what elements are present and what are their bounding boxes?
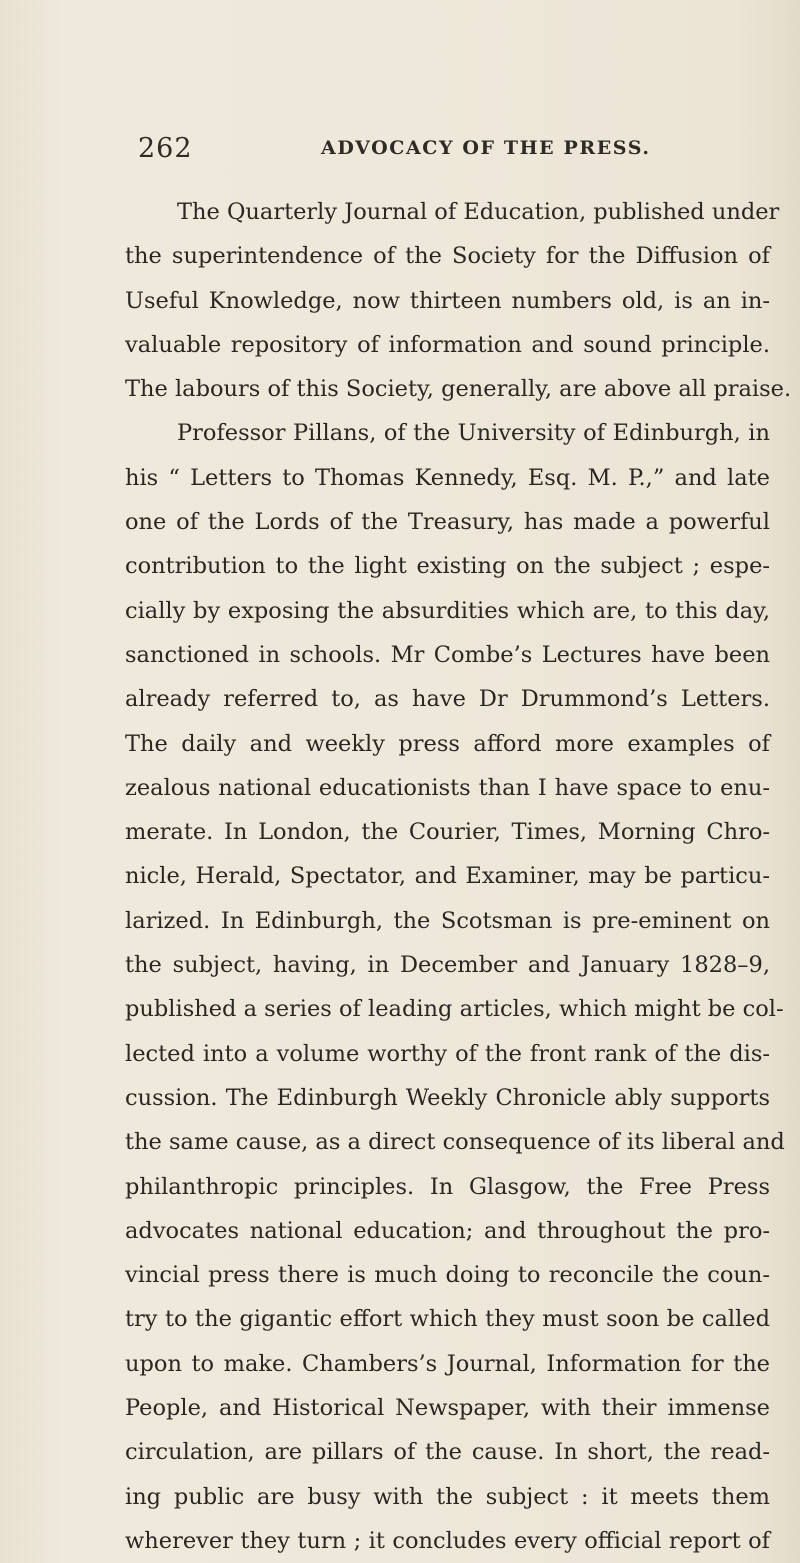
text-line: the superintendence of the Society for the Diffusion of xyxy=(125,243,770,270)
text-line: zealous national educationists than I have space to enu- xyxy=(125,774,770,801)
text-line: the same cause, as a direct consequence of its liberal and xyxy=(125,1129,785,1156)
text-line: nicle, Herald, Spectator, and Examiner, may be particu- xyxy=(125,863,770,890)
text-line: sanctioned in schools. Mr Combe’s Lectures have been xyxy=(125,641,770,668)
text-line: merate. In London, the Courier, Times, Morning Chro- xyxy=(125,819,770,846)
text-line: his “ Letters to Thomas Kennedy, Esq. M. P.,” and late xyxy=(125,464,770,491)
text-line: Useful Knowledge, now thirteen numbers old, is an in- xyxy=(125,287,770,314)
body-text xyxy=(125,190,792,1563)
text-line: The Quarterly Journal of Education, published under xyxy=(177,199,780,225)
text-line: already referred to, as have Dr Drummond’s Letters. xyxy=(125,686,770,713)
text-line: lected into a volume worthy of the front rank of the dis- xyxy=(125,1040,770,1067)
text-line: cussion. The Edinburgh Weekly Chronicle ably supports xyxy=(125,1084,770,1111)
text-line: ing public are busy with the subject : it meets them xyxy=(125,1483,770,1510)
text-line: circulation, are pillars of the cause. In short, the read- xyxy=(125,1439,770,1466)
text-line: advocates national education; and throughout the pro- xyxy=(125,1217,770,1244)
text-line: The daily and weekly press afford more examples of xyxy=(125,730,770,757)
text-line: larized. In Edinburgh, the Scotsman is pre-eminent on xyxy=(125,907,770,934)
page-header xyxy=(138,133,778,173)
text-line: wherever they turn ; it concludes every official report of xyxy=(125,1527,770,1554)
text-line: the subject, having, in December and January 1828–9, xyxy=(125,952,770,979)
text-line: philanthropic principles. In Glasgow, the Free Press xyxy=(125,1173,770,1200)
text-line: one of the Lords of the Treasury, has made a powerful xyxy=(125,509,770,536)
text-line: Professor Pillans, of the University of Edinburgh, in xyxy=(177,420,770,447)
text-line: upon to make. Chambers’s Journal, Information for the xyxy=(125,1350,770,1377)
page-number: 262 xyxy=(138,133,193,164)
text-line: contribution to the light existing on the subject ; espe- xyxy=(125,553,770,580)
running-head: ADVOCACY OF THE PRESS. xyxy=(321,137,651,159)
text-line: try to the gigantic effort which they must soon be called xyxy=(125,1306,770,1333)
text-line: valuable repository of information and sound principle. xyxy=(125,331,770,358)
text-line: published a series of leading articles, which might be col- xyxy=(125,996,784,1023)
text-line: The labours of this Society, generally, are above all praise. xyxy=(125,376,792,403)
text-line: vincial press there is much doing to reconcile the coun- xyxy=(125,1262,770,1289)
text-line: cially by exposing the absurdities which are, to this day, xyxy=(125,597,770,624)
text-line: People, and Historical Newspaper, with their immense xyxy=(125,1395,770,1422)
